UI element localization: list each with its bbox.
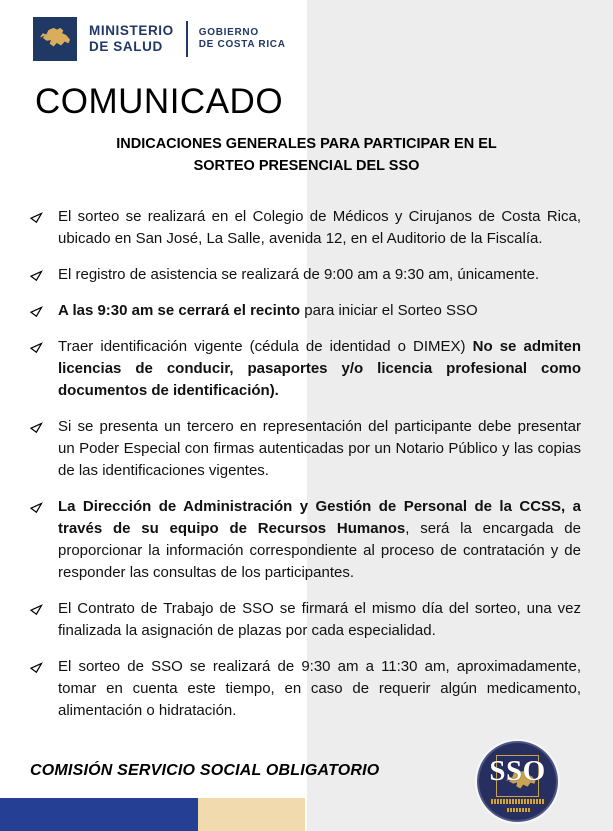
ministry-name — [89, 23, 174, 55]
ministry-logo — [33, 17, 286, 61]
ministry-name-line2: DE SALUD — [89, 39, 163, 54]
bullet-text-segment: El registro de asistencia se realizará de 9:00 am a 9:30 am, únicamente. — [58, 266, 540, 283]
bullet-text-segment: El Contrato de Trabajo de SSO se firmará el mismo día del sorteo, una vez finalizada la asignación de plazas por cada especialidad. — [58, 600, 581, 639]
bullet-text — [58, 598, 581, 642]
seal-banner — [490, 799, 545, 804]
logo-divider — [186, 21, 188, 57]
bullet-item — [30, 206, 581, 250]
bullet-item — [30, 336, 581, 402]
government-name-line2: DE COSTA RICA — [198, 39, 286, 50]
bullet-text-bold-segment: A las 9:30 am se cerrará el recinto — [58, 302, 301, 319]
footer-bar-tan — [198, 798, 305, 831]
bullet-item — [30, 264, 581, 286]
arrow-bullet-icon — [30, 269, 43, 282]
bullet-text — [58, 264, 581, 286]
subtitle-line2: SORTEO PRESENCIAL DEL SSO — [193, 158, 420, 174]
bullet-text — [58, 300, 581, 322]
bullet-text-bold-segment: No se admiten licencias de conducir, pasaportes y/o licencia profesional como documentos de identificación). — [58, 338, 581, 399]
bullet-text — [58, 656, 581, 722]
bullet-list — [30, 206, 581, 736]
footer-bar-blue — [0, 798, 198, 831]
bullet-text-bold-segment: La Dirección de Administración y Gestión de Personal de la CCSS, a través de su equipo de Recursos Humanos — [58, 498, 581, 537]
bullet-text — [58, 336, 581, 402]
government-name — [199, 27, 286, 52]
bullet-text-segment: Traer identificación vigente (cédula de identidad o DIMEX) — [58, 338, 473, 355]
ministry-name-line1: MINISTERIO — [89, 23, 174, 38]
bullet-item — [30, 300, 581, 322]
page-title: COMUNICADO — [35, 82, 284, 121]
arrow-bullet-icon — [30, 661, 43, 674]
bullet-text-segment: Si se presenta un tercero en representación del participante debe presentar un Poder Especial con firmas autenticadas por un Notario Público y las copias de las identificaciones vigentes. — [58, 418, 581, 479]
bullet-text — [58, 496, 581, 584]
bullet-item — [30, 656, 581, 722]
bullet-text-segment: El sorteo de SSO se realizará de 9:30 am a 11:30 am, aproximadamente, tomar en cuenta este tiempo, en caso de requerir algún medicamento, alimentación o hidratación. — [58, 658, 581, 719]
seal-sso-text: SSO — [489, 755, 546, 787]
bullet-text — [58, 416, 581, 482]
arrow-bullet-icon — [30, 603, 43, 616]
arrow-bullet-icon — [30, 421, 43, 434]
arrow-bullet-icon — [30, 305, 43, 318]
bullet-text — [58, 206, 581, 250]
bullet-text-segment: para iniciar el Sorteo SSO — [300, 302, 478, 319]
arrow-bullet-icon — [30, 341, 43, 354]
government-name-line1: GOBIERNO — [198, 26, 259, 38]
bullet-text-segment: , será la encargada de proporcionar la información correspondiente al proceso de contratación y de responder las consultas de los participantes. — [58, 520, 581, 581]
bullet-item — [30, 416, 581, 482]
arrow-bullet-icon — [30, 501, 43, 514]
subtitle-line1: INDICACIONES GENERALES PARA PARTICIPAR EN EL — [116, 136, 497, 152]
sso-seal-logo — [477, 741, 558, 822]
commission-label: COMISIÓN SERVICIO SOCIAL OBLIGATORIO — [30, 762, 380, 779]
bullet-item — [30, 496, 581, 584]
bullet-text-segment: El sorteo se realizará en el Colegio de Médicos y Cirujanos de Costa Rica, ubicado en San José, La Salle, avenida 12, en el Auditorio de la Fiscalía. — [58, 208, 581, 247]
page-subtitle — [0, 133, 613, 177]
costa-rica-map-icon — [33, 17, 77, 61]
bullet-item — [30, 598, 581, 642]
arrow-bullet-icon — [30, 211, 43, 224]
seal-sub-banner — [506, 808, 531, 812]
